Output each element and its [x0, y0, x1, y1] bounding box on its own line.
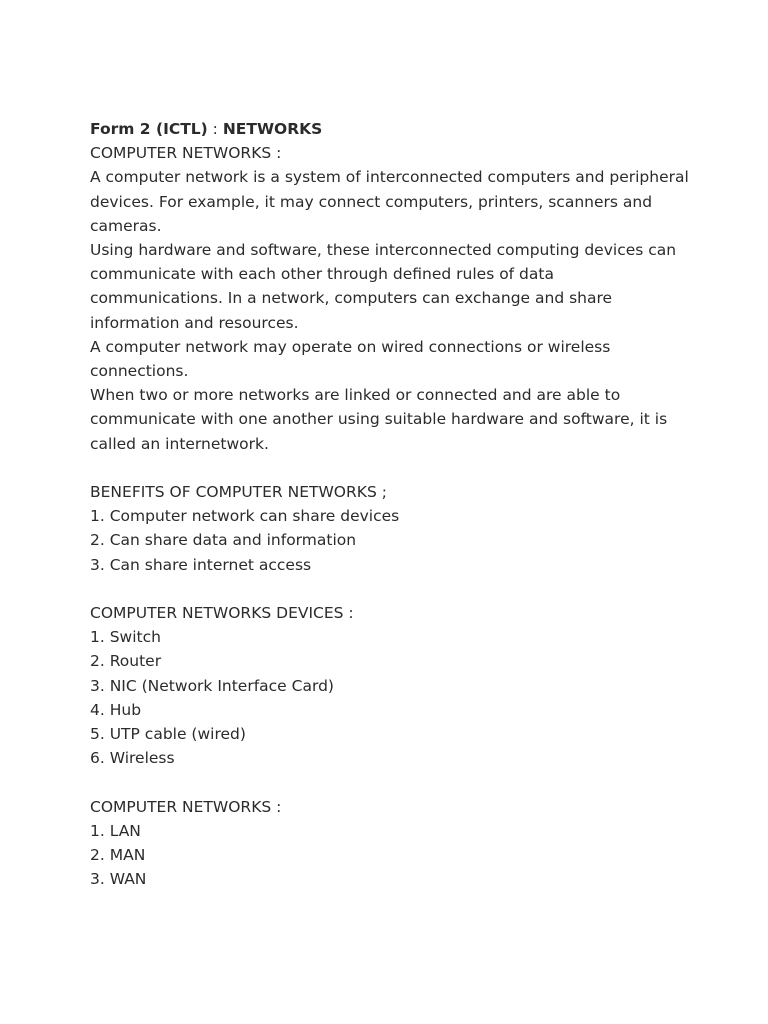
intro-line: communicate with each other through defined rules of data	[90, 265, 554, 284]
intro-line: information and resources.	[90, 313, 299, 332]
benefits-list-item: 2. Can share data and information	[90, 531, 357, 550]
section-spacer	[90, 770, 690, 794]
types-list-item: 3. WAN	[90, 870, 147, 889]
intro-line: communications. In a network, computers can exchange and share	[90, 289, 613, 308]
devices-list-item: 6. Wireless	[90, 749, 175, 768]
section-spacer	[90, 456, 690, 480]
intro-line: When two or more networks are linked or connected and are able to	[90, 386, 621, 405]
devices-list-item: 3. NIC (Network Interface Card)	[90, 676, 334, 695]
types-heading: COMPUTER NETWORKS :	[90, 797, 282, 816]
section-spacer	[90, 577, 690, 601]
intro-line: Using hardware and software, these interconnected computing devices can	[90, 241, 677, 260]
devices-list-item: 1. Switch	[90, 628, 161, 647]
document-title	[90, 117, 690, 141]
document-page	[90, 117, 690, 891]
title-separator: :	[207, 120, 223, 138]
benefits-list-item: 1. Computer network can share devices	[90, 507, 400, 526]
benefits-heading: BENEFITS OF COMPUTER NETWORKS ;	[90, 483, 387, 502]
devices-heading: COMPUTER NETWORKS DEVICES :	[90, 604, 354, 623]
title-topic: NETWORKS	[222, 120, 323, 138]
devices-list-item: 2. Router	[90, 652, 162, 671]
types-list-item: 2. MAN	[90, 846, 146, 865]
intro-line: connections.	[90, 362, 189, 381]
types-list-item: 1. LAN	[90, 821, 141, 840]
title-course: Form 2 (ICTL)	[90, 120, 208, 138]
intro-line: A computer network may operate on wired connections or wireless	[90, 337, 611, 356]
benefits-list-item: 3. Can share internet access	[90, 555, 312, 574]
intro-line: called an internetwork.	[90, 434, 269, 453]
intro-line: devices. For example, it may connect computers, printers, scanners and	[90, 192, 653, 211]
devices-list-item: 5. UTP cable (wired)	[90, 725, 246, 744]
intro-line: cameras.	[90, 216, 162, 235]
intro-heading: COMPUTER NETWORKS :	[90, 144, 282, 163]
devices-list-item: 4. Hub	[90, 700, 142, 719]
intro-line: communicate with one another using suitable hardware and software, it is	[90, 410, 668, 429]
intro-line: A computer network is a system of interconnected computers and peripheral	[90, 168, 689, 187]
